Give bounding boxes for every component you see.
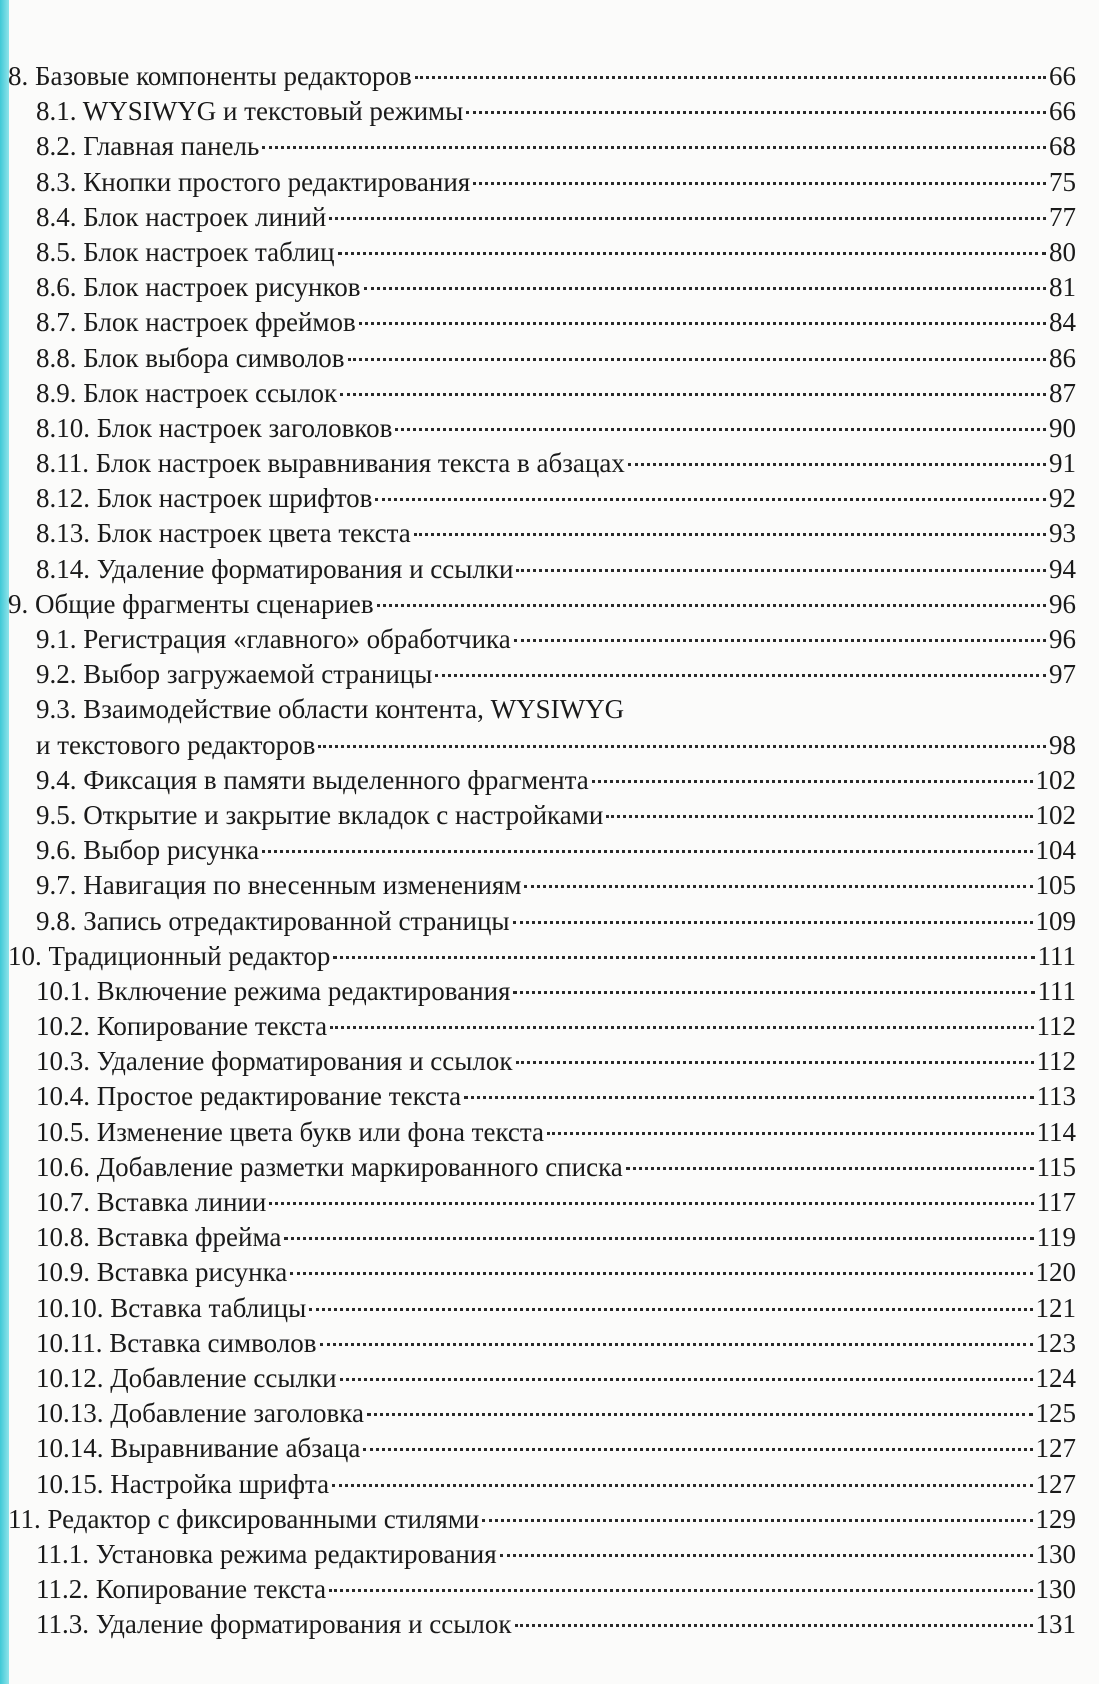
- toc-dot-leader: [547, 1132, 1033, 1135]
- toc-dot-leader: [340, 1378, 1033, 1381]
- toc-entry-title: 11. Редактор с фиксированными стилями: [8, 1503, 480, 1534]
- toc-section-row: [8, 833, 1076, 868]
- toc-section-row: [8, 1220, 1076, 1255]
- toc-entry-title: 10.14. Выравнивание абзаца: [36, 1433, 361, 1464]
- toc-page-number: 127: [1035, 1468, 1076, 1499]
- toc-page-number: 66: [1049, 61, 1076, 91]
- toc-section-row: [8, 1115, 1076, 1150]
- toc-entry-title: 11.1. Установка режима редактирования: [36, 1538, 497, 1569]
- toc-entry-title: 10.11. Вставка символов: [36, 1327, 317, 1358]
- toc-dot-leader: [338, 252, 1046, 255]
- toc-page-number: 92: [1049, 483, 1076, 514]
- toc-dot-leader: [592, 780, 1033, 783]
- toc-page-number: 104: [1035, 835, 1076, 866]
- toc-entry-title: 10.8. Вставка фрейма: [36, 1222, 282, 1253]
- toc-dot-leader: [516, 1061, 1034, 1064]
- toc-section-row: [8, 1467, 1076, 1502]
- toc-page-number: 117: [1036, 1187, 1076, 1217]
- toc-page-number: 93: [1049, 518, 1076, 549]
- toc-section-row: [8, 1079, 1076, 1114]
- toc-entry-title: 8.1. WYSIWYG и текстовый режимы: [36, 96, 464, 127]
- toc-entry-title: 9.7. Навигация по внесенным изменениям: [36, 870, 522, 901]
- toc-section-row: [8, 1572, 1076, 1607]
- toc-dot-leader: [606, 815, 1032, 818]
- toc-section-row: [8, 1009, 1076, 1044]
- toc-dot-leader: [329, 1589, 1032, 1592]
- toc-entry-title: 8.10. Блок настроек заголовков: [36, 412, 393, 443]
- toc-entry-title: 8. Базовые компоненты редакторов: [8, 61, 412, 91]
- toc-dot-leader: [363, 1448, 1032, 1451]
- toc-page-number: 123: [1035, 1327, 1076, 1358]
- toc-page-number: 98: [1049, 729, 1076, 760]
- toc-section-row: [8, 94, 1076, 129]
- toc-entry-title: 11.3. Удаление форматирования и ссылок: [36, 1609, 512, 1640]
- toc-chapter-row: [8, 939, 1076, 974]
- toc-page-number: 102: [1035, 764, 1076, 795]
- toc-page-number: 129: [1035, 1503, 1076, 1534]
- toc-section-row: [8, 1537, 1076, 1572]
- toc-section-row: [8, 904, 1076, 939]
- toc-entry-title: 10.1. Включение режима редактирования: [36, 975, 511, 1006]
- toc-page-number: 124: [1035, 1362, 1076, 1393]
- toc-page-number: 109: [1035, 905, 1076, 936]
- toc-entry-title: 9.4. Фиксация в памяти выделенного фрагмента: [36, 764, 589, 795]
- toc-entry-title: 9.5. Открытие и закрытие вкладок с настройками: [36, 799, 604, 830]
- toc-dot-leader: [377, 604, 1046, 607]
- toc-chapter-row: [8, 587, 1076, 622]
- toc-section-row: [8, 1044, 1076, 1079]
- toc-page-number: 112: [1036, 1011, 1076, 1042]
- toc-section-row: [8, 341, 1076, 376]
- toc-entry-title: 8.2. Главная панель: [36, 131, 260, 162]
- toc-page-number: 120: [1035, 1257, 1076, 1288]
- toc-page-number: 66: [1049, 96, 1076, 127]
- toc-page-number: 114: [1036, 1116, 1076, 1147]
- toc-entry-title: 10. Традиционный редактор: [8, 940, 331, 971]
- toc-page-number: 130: [1035, 1538, 1076, 1569]
- toc-page-number: 81: [1049, 272, 1076, 303]
- toc-page-number: 94: [1049, 553, 1076, 584]
- toc-page-number: 87: [1049, 377, 1076, 408]
- toc-dot-leader: [262, 146, 1046, 149]
- toc-entry-title: 10.5. Изменение цвета букв или фона текста: [36, 1116, 545, 1147]
- toc-entry-title: и текстового редакторов: [36, 729, 316, 760]
- toc-dot-leader: [414, 533, 1046, 536]
- toc-section-row: [8, 1607, 1076, 1642]
- toc-entry-title: 8.9. Блок настроек ссылок: [36, 377, 338, 408]
- toc-dot-leader: [359, 322, 1046, 325]
- toc-dot-leader: [513, 921, 1033, 924]
- toc-section-row: [8, 129, 1076, 164]
- toc-entry-title: 8.7. Блок настроек фреймов: [36, 307, 356, 338]
- toc-page-number: 113: [1036, 1081, 1076, 1112]
- toc-entry-title: 8.3. Кнопки простого редактирования: [36, 166, 471, 197]
- toc-section-row: [8, 622, 1076, 657]
- toc-dot-leader: [330, 1026, 1033, 1029]
- toc-page-number: 96: [1049, 588, 1076, 619]
- toc-page-number: 75: [1049, 166, 1076, 197]
- toc-entry-title: 11.2. Копирование текста: [36, 1574, 327, 1605]
- toc-dot-leader: [466, 111, 1046, 114]
- toc-dot-leader: [626, 1167, 1034, 1170]
- toc-section-row: [8, 657, 1076, 692]
- toc-dot-leader: [473, 182, 1046, 185]
- toc-entry-title: 8.4. Блок настроек линий: [36, 201, 327, 232]
- toc-section-row: [8, 165, 1076, 200]
- toc-section-row: [8, 1291, 1076, 1326]
- toc-section-row: [8, 446, 1076, 481]
- toc-entry-title: 10.9. Вставка рисунка: [36, 1257, 288, 1288]
- toc-entry-title: 9.6. Выбор рисунка: [36, 835, 260, 866]
- toc-dot-leader: [290, 1272, 1032, 1275]
- toc-page-number: 68: [1049, 131, 1076, 162]
- toc-dot-leader: [269, 1202, 1033, 1205]
- toc-page-number: 125: [1035, 1398, 1076, 1429]
- toc-entry-title: 9.3. Взаимодействие области контента, WYSIWYG: [36, 694, 625, 725]
- toc-page-number: 112: [1036, 1046, 1076, 1077]
- toc-page-number: 130: [1035, 1574, 1076, 1605]
- toc-dot-leader: [375, 498, 1046, 501]
- toc-entry-title: 10.3. Удаление форматирования и ссылок: [36, 1046, 513, 1077]
- toc-entry-title: 10.4. Простое редактирование текста: [36, 1081, 462, 1112]
- toc-page-number: 96: [1049, 624, 1076, 654]
- toc-entry-title: 10.10. Вставка таблицы: [36, 1292, 307, 1323]
- toc-dot-leader: [320, 1343, 1033, 1346]
- toc-dot-leader: [395, 428, 1046, 431]
- toc-section-row: [8, 1396, 1076, 1431]
- toc-section-row: [8, 763, 1076, 798]
- toc-section-row: [8, 728, 1076, 763]
- toc-dot-leader: [318, 745, 1046, 748]
- toc-entry-title: 9. Общие фрагменты сценариев: [8, 588, 374, 619]
- toc-entry-title: 8.8. Блок выбора символов: [36, 342, 345, 373]
- toc-entry-title: 10.15. Настройка шрифта: [36, 1468, 330, 1499]
- toc-section-row: [8, 692, 1076, 727]
- toc-section-row: [8, 1150, 1076, 1185]
- toc-dot-leader: [415, 76, 1046, 79]
- toc-section-row: [8, 1255, 1076, 1290]
- toc-section-row: [8, 411, 1076, 446]
- toc-page-number: 102: [1035, 799, 1076, 830]
- toc-page-number: 111: [1037, 975, 1076, 1006]
- toc-entry-title: 9.8. Запись отредактированной страницы: [36, 905, 510, 936]
- toc-entry-title: 8.5. Блок настроек таблиц: [36, 236, 335, 267]
- toc-page-number: 97: [1049, 659, 1076, 690]
- toc-entry-title: 8.13. Блок настроек цвета текста: [36, 518, 411, 549]
- toc-page-number: 84: [1049, 307, 1076, 338]
- toc-page-number: 86: [1049, 342, 1076, 373]
- toc-dot-leader: [500, 1554, 1033, 1557]
- toc-dot-leader: [309, 1308, 1032, 1311]
- toc-entry-title: 10.2. Копирование текста: [36, 1011, 328, 1042]
- toc-section-row: [8, 1326, 1076, 1361]
- toc-dot-leader: [262, 850, 1032, 853]
- toc-section-row: [8, 376, 1076, 411]
- toc-entry-title: 8.6. Блок настроек рисунков: [36, 272, 361, 303]
- toc-entry-title: 9.2. Выбор загружаемой страницы: [36, 659, 433, 690]
- toc-page-number: 90: [1049, 412, 1076, 443]
- toc-page-number: 115: [1036, 1151, 1076, 1182]
- toc-entry-title: 8.11. Блок настроек выравнивания текста в абзацах: [36, 448, 625, 479]
- toc-dot-leader: [482, 1519, 1032, 1522]
- toc-page-number: 127: [1035, 1433, 1076, 1464]
- toc-section-row: [8, 481, 1076, 516]
- toc-dot-leader: [513, 991, 1034, 994]
- toc-entry-title: 10.12. Добавление ссылки: [36, 1362, 337, 1393]
- toc-dot-leader: [340, 393, 1046, 396]
- toc-entry-title: 9.1. Регистрация «главного» обработчика: [36, 624, 511, 654]
- toc-page-number: 77: [1049, 201, 1076, 232]
- toc-section-row: [8, 270, 1076, 305]
- toc-dot-leader: [284, 1237, 1033, 1240]
- toc-page-number: 91: [1049, 448, 1076, 479]
- toc-dot-leader: [364, 287, 1047, 290]
- toc-dot-leader: [524, 885, 1032, 888]
- table-of-contents: [8, 59, 1076, 1642]
- toc-dot-leader: [515, 1624, 1033, 1627]
- toc-entry-title: 10.7. Вставка линии: [36, 1187, 267, 1217]
- toc-section-row: [8, 552, 1076, 587]
- toc-section-row: [8, 1185, 1076, 1220]
- toc-entry-title: 10.6. Добавление разметки маркированного списка: [36, 1151, 623, 1182]
- toc-dot-leader: [628, 463, 1046, 466]
- toc-entry-title: 8.14. Удаление форматирования и ссылки: [36, 553, 514, 584]
- toc-page-number: 80: [1049, 236, 1076, 267]
- toc-page-number: 105: [1035, 870, 1076, 901]
- toc-chapter-row: [8, 1502, 1076, 1537]
- toc-entry-title: 10.13. Добавление заголовка: [36, 1398, 364, 1429]
- toc-dot-leader: [435, 674, 1046, 677]
- toc-section-row: [8, 1361, 1076, 1396]
- toc-dot-leader: [329, 217, 1046, 220]
- toc-dot-leader: [332, 1484, 1032, 1487]
- toc-section-row: [8, 868, 1076, 903]
- toc-chapter-row: [8, 59, 1076, 94]
- toc-dot-leader: [333, 956, 1034, 959]
- toc-dot-leader: [516, 569, 1046, 572]
- toc-section-row: [8, 974, 1076, 1009]
- toc-section-row: [8, 305, 1076, 340]
- toc-page-number: 121: [1035, 1292, 1076, 1323]
- toc-section-row: [8, 200, 1076, 235]
- toc-section-row: [8, 235, 1076, 270]
- toc-page-number: 119: [1036, 1222, 1076, 1253]
- toc-page-number: 131: [1035, 1609, 1076, 1640]
- toc-entry-title: 8.12. Блок настроек шрифтов: [36, 483, 373, 514]
- toc-dot-leader: [514, 639, 1046, 642]
- toc-section-row: [8, 1431, 1076, 1466]
- toc-dot-leader: [348, 358, 1046, 361]
- toc-section-row: [8, 798, 1076, 833]
- toc-page-number: 111: [1037, 940, 1076, 971]
- toc-dot-leader: [464, 1096, 1033, 1099]
- toc-section-row: [8, 516, 1076, 551]
- toc-dot-leader: [367, 1413, 1033, 1416]
